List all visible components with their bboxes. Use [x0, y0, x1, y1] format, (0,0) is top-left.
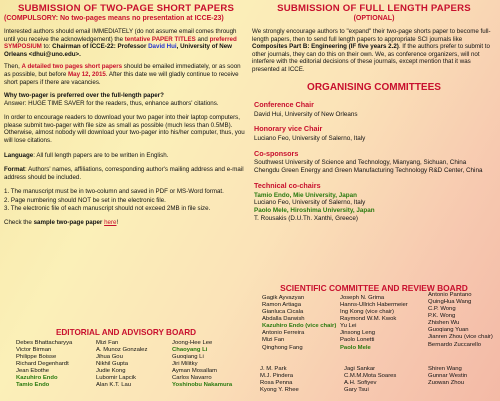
reviewer: QuingHua Wang — [428, 299, 472, 306]
editorial-column-2 — [96, 340, 147, 390]
sci-column-6 — [428, 366, 467, 387]
sci-column-4 — [260, 366, 299, 394]
question: Why two-pager is preferred over the full-length paper? — [4, 92, 164, 100]
scientific-committee — [252, 283, 496, 394]
paragraph-language — [4, 152, 248, 160]
board-member: Victor Birman — [16, 347, 52, 354]
text: Check the — [4, 218, 34, 226]
chairman-affil: , University of New Orleans <dhui@uno.edu>. — [4, 43, 232, 58]
reviewer: Joseph N. Grima — [340, 295, 385, 301]
board-member: Carlos Navarro — [172, 375, 212, 382]
sci-column-3 — [428, 292, 493, 349]
text: should be emailed immediately, or as soon as possible, but before — [4, 63, 241, 79]
reviewer: Hanns-Ullrich Habermeier — [340, 302, 408, 309]
sample-paper-label: sample two-page paper — [33, 218, 103, 226]
sponsor: Southwest University of Science and Technology, Mianyang, Sichuan, China — [254, 159, 467, 167]
member-name: Tamio Endo, Mie University, Japan — [254, 191, 357, 199]
paragraph-filesize: In order to encourage readers to download your two pager into their laptop computers, please submit two-pager with file size as small as possible (much less than 0.5MB). Otherwise, almost nobody will download your two-pager into his/her computer, thus, you will lose citations. — [4, 114, 245, 144]
role-technical-co-chairs: Technical co-chairs — [254, 180, 321, 190]
paragraph-deadline — [4, 63, 248, 86]
reviewer: Abdalla Darwish — [262, 316, 305, 323]
paragraph-sample — [4, 219, 248, 227]
reviewer: Ramon Artiaga — [262, 302, 301, 309]
text-red: tentative PAPER TITLES — [124, 35, 196, 43]
sci-column-2 — [340, 295, 408, 352]
committee-member — [254, 207, 496, 215]
board-member: Joong-Hee Lee — [172, 340, 213, 346]
text: Interested authors should email IMMEDIATELY (do not assume email comes through until you receive the acknowledgement) the — [4, 28, 237, 43]
board-member: Mizi Fan — [96, 340, 119, 346]
reviewer: Shiren Wang — [428, 366, 462, 372]
board-member: Richard Degenhardt — [16, 361, 69, 368]
text: : Authors' names, affiliations, corresponding author's mailing address and e-mail address should be included. — [4, 166, 244, 181]
sci-column-1 — [262, 295, 336, 352]
scientific-committee-title: SCIENTIFIC COMMITTEE AND REVIEW BOARD — [280, 283, 468, 293]
reviewer: Gianluca Cicala — [262, 309, 304, 316]
board-member: Jean Ebothe — [16, 368, 50, 375]
reviewer: Gary Tsui — [344, 387, 369, 394]
role-co-sponsors: Co-sponsors — [254, 148, 299, 158]
board-member: Alan K.T. Lau — [96, 382, 132, 389]
reviewer: Paolo Lonetti — [340, 337, 375, 344]
reviewer: Zhishen Wu — [428, 320, 460, 327]
committee-member: Luciano Feo, University of Salerno, Italy — [254, 135, 366, 143]
reviewer: Gunnar Westin — [428, 373, 468, 380]
board-member-highlighted: Tamio Endo — [16, 382, 50, 389]
reviewer: J. M. Park — [260, 366, 287, 372]
reviewer: Guoqiang Yuan — [428, 327, 469, 334]
reviewer: Ing Kong (vice chair) — [340, 309, 395, 316]
editorial-board-title: EDITORIAL AND ADVISORY BOARD — [55, 328, 197, 337]
deadline-date: May 12, 2015 — [67, 71, 106, 79]
sample-paper-link[interactable]: here — [104, 218, 117, 226]
paragraph-email — [4, 28, 248, 58]
member-name: Paolo Mele, Hiroshima University, Japan — [254, 206, 375, 214]
full-papers-subtitle: (OPTIONAL) — [353, 14, 395, 22]
committee-member: David Hui, University of New Orleans — [254, 110, 358, 118]
editorial-board-names — [4, 338, 248, 400]
board-member-highlighted: Yoshinobu Nakamura — [172, 382, 233, 389]
board-member: Debes Bhattacharyya — [16, 340, 73, 346]
reviewer: Kyong Y. Rhee — [260, 387, 299, 394]
role-honorary-vice-chair: Honorary vice Chair — [254, 124, 323, 134]
chairman-label: Chairman of ICCE-22: Professor — [52, 43, 149, 51]
rule-2: 2. Page numbering should NOT be set in the electronic file. — [4, 196, 166, 204]
text: We strongly encourage authors to "expand" their two-page shorts paper to become full-length papers, then to send full length papers to appropriate SCI journals like — [252, 28, 491, 43]
reviewer: Raymond W.M. Kwok — [340, 316, 397, 323]
full-papers-column — [252, 0, 496, 394]
editorial-column-1 — [16, 340, 72, 390]
language-label: Language — [4, 151, 34, 159]
reviewer: Antonio Ferreira — [262, 330, 305, 337]
reviewer: A.H. Sofiyev — [344, 380, 377, 387]
sci-column-5 — [344, 366, 396, 394]
short-papers-title: SUBMISSION OF TWO-PAGE SHORT PAPERS — [17, 3, 235, 14]
board-member: Lubomir Lapcik — [96, 375, 136, 382]
format-label: Format — [4, 166, 25, 174]
reviewer: Rosa Penna — [260, 380, 293, 387]
reviewer: Bernardo Zuccarello — [428, 341, 482, 348]
short-papers-subtitle: (COMPULSORY: No two-pages means no presentation at ICCE-23) — [4, 14, 224, 22]
board-member: Nikhil Gupta — [96, 361, 129, 368]
paragraph-full-length — [252, 28, 496, 73]
board-member: Judie Kong — [96, 368, 126, 375]
reviewer: Mizi Fan — [262, 337, 285, 344]
role-names — [254, 192, 496, 223]
reviewer: Jinsong Leng — [340, 330, 376, 337]
reviewer: M.J. Pindera — [260, 373, 294, 380]
role-names — [254, 135, 496, 143]
sponsor: Chengdu Green Energy and Green Manufacturing Technology R&D Center, China — [254, 167, 483, 175]
board-member: Jihua Gou — [96, 354, 123, 361]
board-member-highlighted: Chaoyang Li — [172, 347, 208, 354]
committee-member: T. Rousakis (D.U.Th. Xanthi, Greece) — [254, 214, 358, 222]
text: to: — [41, 43, 53, 51]
answer: Answer: HUGE TIME SAVER for the readers, thus, enhance authors' citations. — [4, 99, 219, 107]
board-member-highlighted: Kazuhiro Endo — [16, 375, 58, 382]
reviewer: Jagi Sankar — [344, 366, 376, 372]
role-names — [254, 159, 496, 174]
board-member: Jiri Militky — [172, 361, 198, 368]
reviewer: Qinghong Fang — [262, 344, 303, 351]
reviewer-highlighted: Paolo Mele — [340, 344, 371, 351]
paragraph-why — [4, 92, 248, 107]
text: ! — [116, 218, 119, 226]
chairman-name: David Hui — [148, 43, 177, 51]
committee-member: Luciano Feo, University of Salerno, Italy — [254, 199, 366, 207]
reviewer: C.P. Wong — [428, 306, 456, 313]
board-member: Guoqiang Li — [172, 354, 204, 361]
committee-member — [254, 192, 496, 200]
board-member: A. Munoz Gonzalez — [96, 347, 148, 354]
text-red: preferred SYMPOSIUM — [4, 35, 237, 51]
reviewer: Jianren Zhou (vice chair) — [428, 334, 493, 341]
text: : All full length papers are to be written in English. — [33, 151, 169, 159]
organising-committees-title: ORGANISING COMMITTEES — [307, 81, 441, 93]
text: and — [195, 35, 210, 43]
reviewer: Yu Lei — [340, 323, 357, 330]
board-member: Ayman Mosallam — [172, 368, 218, 375]
reviewer: Gagik Ayvazyan — [262, 295, 305, 301]
reviewer: Zuowan Zhou — [428, 380, 465, 387]
role-names — [254, 111, 496, 119]
text: . If the authors prefer to submit to other journals, they can do this on their own. We, as conference organizers, will not interfere with the editorial decisions of these journals, except mention that it was presented at ICCE. — [252, 43, 490, 74]
short-papers-column — [4, 0, 248, 389]
reviewer: C.M.M.Mota Soares — [344, 373, 397, 380]
text: . After this date we will gladly continue to receive short papers if there are vacancies. — [4, 71, 239, 86]
paragraph-format — [4, 166, 248, 181]
reviewer: P.K. Wong — [428, 313, 456, 320]
rule-1: 1. The manuscript must be in two-column and saved in PDF or MS-Word format. — [4, 188, 224, 196]
board-member: Philippe Boisse — [16, 354, 57, 361]
text-red: A detailed two pages short papers — [21, 63, 123, 71]
reviewer-highlighted: Kazuhiro Endo (vice chair) — [262, 323, 337, 330]
rule-3: 3. The electronic file of each manuscript should not exceed 2MB in file size. — [4, 205, 211, 213]
journal-name: Composites Part B: Engineering (IF five years 2.2) — [252, 43, 399, 51]
role-conference-chair: Conference Chair — [254, 99, 314, 109]
editorial-column-3 — [172, 340, 232, 390]
text: Then, — [4, 63, 22, 71]
editorial-board — [4, 328, 248, 400]
full-papers-title: SUBMISSION OF FULL LENGTH PAPERS — [277, 3, 471, 14]
reviewer: Antonio Pantano — [428, 292, 472, 298]
